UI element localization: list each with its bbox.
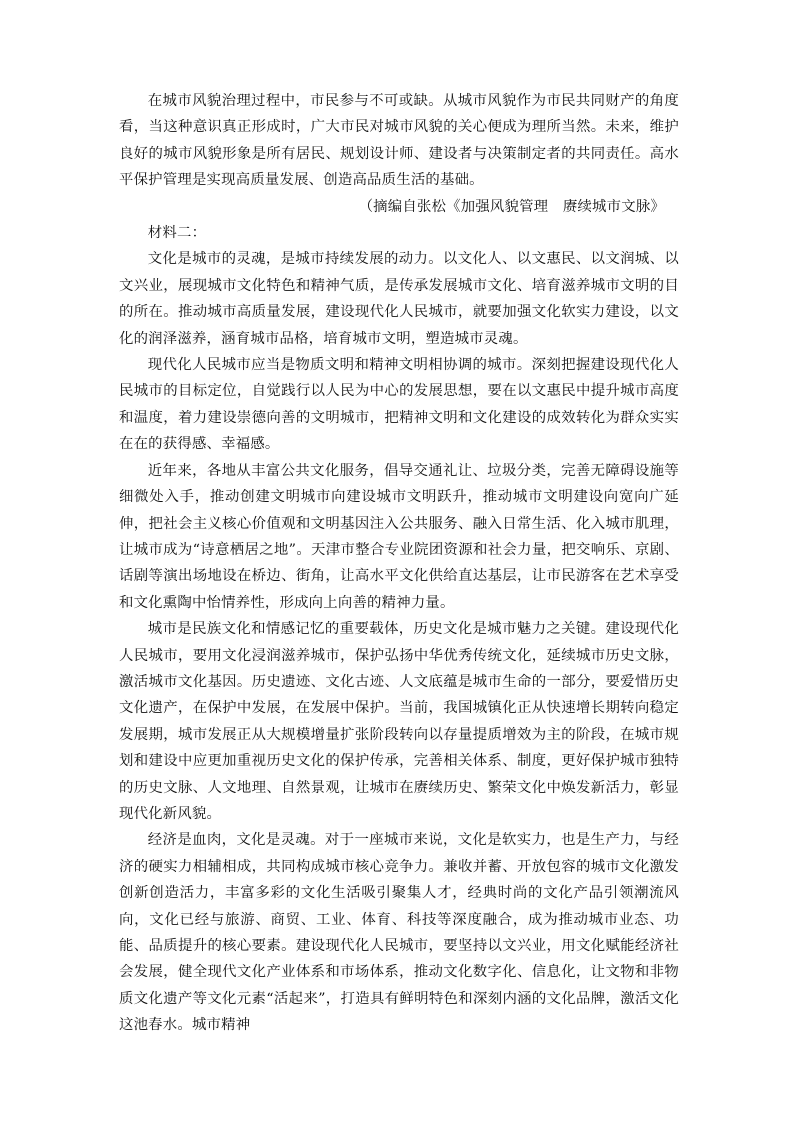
paragraph-recent-years: 近年来，各地从丰富公共文化服务，倡导交通礼让、垃圾分类，完善无障碍设施等细微处入手，推动创建文明城市向建设城市文明跃升，推动城市文明建设向宽向广延伸，把社会主义核心价值观和文明基因注入公共服务、融入日常生活、化入城市肌理，让城市成为“诗意栖居之地”。天津市整合专业院团资源和社会力量，把交响乐、京剧、话剧等演出场地设在桥边、街角，让高水平文化供给直达基层，让市民游客在艺术享受和文化熏陶中怡情养性，形成向上向善的精神力量。 <box>119 462 679 611</box>
paragraph-history-culture: 城市是民族文化和情感记忆的重要载体，历史文化是城市魅力之关键。建设现代化人民城市，要用文化浸润滋养城市，保护弘扬中华优秀传统文化，延续城市历史文脉，激活城市文化基因。历史遗迹、文化古迹、人文底蕴是城市生命的一部分，要爱惜历史文化遗产，在保护中发展，在发展中保护。当前，我国城镇化正从快速增长期转向稳定发展期，城市发展正从大规模增量扩张阶段转向以存量提质增效为主的阶段，在城市规划和建设中应更加重视历史文化的保护传承，完善相关体系、制度，更好保护城市独特的历史文脉、人文地理、自然景观，让城市在赓续历史、繁荣文化中焕发新活力，彰显现代化新风貌。 <box>119 621 679 822</box>
paragraph-culture-soul: 文化是城市的灵魂，是城市持续发展的动力。以文化人、以文惠民、以文润城、以文兴业，展现城市文化特色和精神气质，是传承发展城市文化、培育滋养城市文明的目的所在。推动城市高质量发展，建设现代化人民城市，就要加强文化软实力建设，以文化的润泽滋养，涵育城市品格，培育城市文明，塑造城市灵魂。 <box>119 251 679 347</box>
paragraph-economy-culture: 经济是血肉，文化是灵魂。对于一座城市来说，文化是软实力，也是生产力，与经济的硬实力相辅相成，共同构成城市核心竞争力。兼收并蓄、开放包容的城市文化激发创新创造活力，丰富多彩的文化生活吸引聚集人才，经典时尚的文化产品引领潮流风向，文化已经与旅游、商贸、工业、体育、科技等深度融合，成为推动城市业态、功能、品质提升的核心要素。建设现代化人民城市，要坚持以文兴业，用文化赋能经济社会发展，健全现代文化产业体系和市场体系，推动文化数字化、信息化，让文物和非物质文化遗产等文化元素“活起来”，打造具有鲜明特色和深刻内涵的文化品牌，激活文化这池春水。城市精神 <box>119 832 679 1034</box>
paragraph-citizen-participation: 在城市风貌治理过程中，市民参与不可或缺。从城市风貌作为市民共同财产的角度看，当这种意识真正形成时，广大市民对城市风貌的关心便成为理所当然。未来，维护良好的城市风貌形象是所有居民、规划设计师、建设者与决策制定者的共同责任。高水平保护管理是实现高质量发展、创造高品质生活的基础。 <box>119 93 679 189</box>
source-citation: （摘编自张松《加强风貌管理 赓续城市文脉》 <box>358 198 665 215</box>
material-two-heading: 材料二： <box>147 225 207 242</box>
document-page <box>119 88 679 1039</box>
paragraph-modern-city: 现代化人民城市应当是物质文明和精神文明相协调的城市。深刻把握建设现代化人民城市的目标定位，自觉践行以人民为中心的发展思想，要在以文惠民中提升城市高度和温度，着力建设崇德向善的文明城市，把精神文明和文化建设的成效转化为群众实实在在的获得感、幸福感。 <box>119 357 679 453</box>
